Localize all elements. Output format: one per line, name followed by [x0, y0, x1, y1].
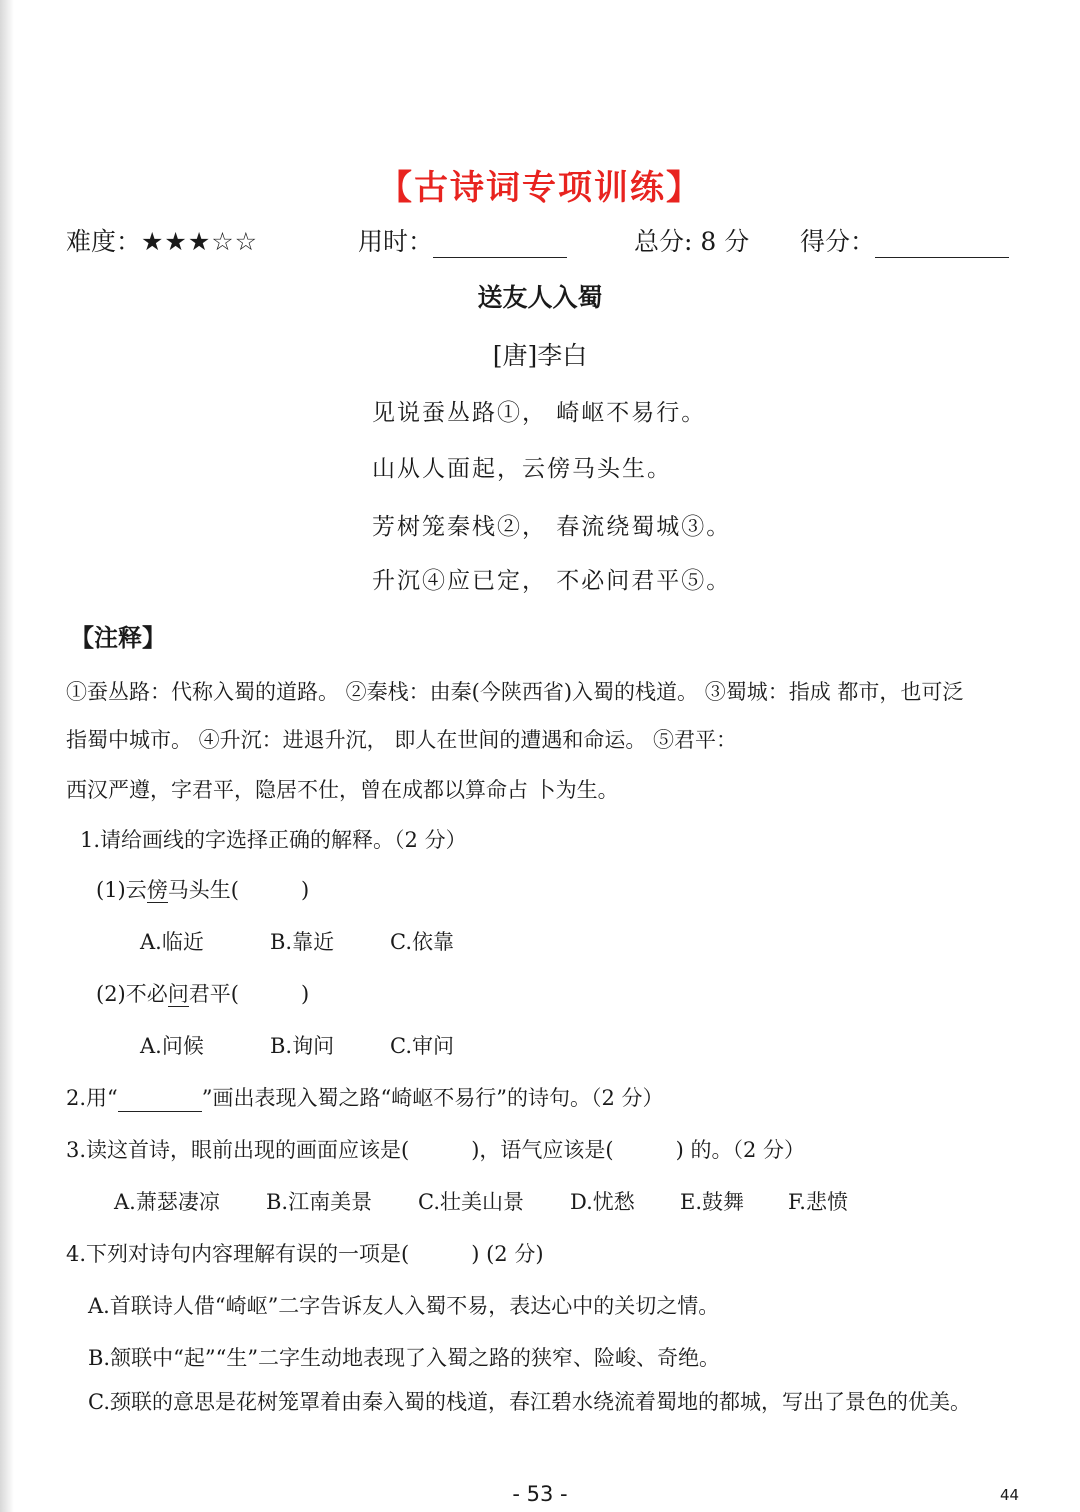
question-3 — [66, 1134, 805, 1164]
option-b: B.颔联中“起”“生”二字生动地表现了入蜀之路的狭窄、险峻、奇绝。 — [88, 1346, 721, 1370]
time-blank[interactable] — [433, 235, 567, 258]
option-a: A.萧瑟凄凉 — [114, 1190, 220, 1214]
question-3-part-2: )，语气应该是( — [471, 1138, 614, 1162]
corner-page-index: 44 — [1000, 1486, 1020, 1504]
note-line: 西汉严遵，字君平，隐居不仕，曾在成都以算命占 卜为生。 — [66, 778, 619, 802]
poem-title: 送友人入蜀 — [477, 283, 603, 312]
question-1-sub-1 — [96, 874, 309, 904]
option-a: A.临近 — [140, 930, 204, 954]
question-3-part-3: ) 的。（2 分） — [675, 1138, 806, 1162]
question-2 — [66, 1082, 664, 1112]
poem-author: [唐]李白 — [492, 341, 588, 370]
option-d: D.忧愁 — [570, 1190, 635, 1214]
question-4-stem — [66, 1238, 544, 1268]
score-row — [800, 222, 1009, 258]
option-e: E.鼓舞 — [680, 1190, 745, 1214]
option-c: C.依靠 — [390, 930, 454, 954]
total-score: 总分: 8 分 — [634, 227, 750, 256]
poem-line: 芳树笼秦栈②， 春流绕蜀城③。 — [372, 514, 732, 540]
sub-1-underlined-char: 傍 — [146, 878, 168, 902]
note-line: ①蚕丛路：代称入蜀的道路。 ②秦栈：由秦(今陕西省)入蜀的栈道。 ③蜀城：指成 都市，也可泛 — [66, 680, 964, 704]
worksheet-title: 【古诗词专项训练】 — [378, 168, 702, 208]
difficulty-row — [66, 222, 258, 258]
time-row — [358, 222, 567, 258]
question-4-stem-part-1: 4.下列对诗句内容理解有误的一项是( — [66, 1242, 410, 1266]
option-c: C.颈联的意思是花树笼罩着由秦入蜀的栈道，春江碧水绕流着蜀地的都城，写出了景色的优美。 — [88, 1390, 971, 1414]
option-b: B.靠近 — [270, 930, 335, 954]
question-1-sub-2 — [96, 978, 309, 1008]
sub-1-prefix: (1)云 — [96, 878, 147, 902]
question-3-part-1: 3.读这首诗，眼前出现的画面应该是( — [66, 1138, 410, 1162]
poem-line: 见说蚕丛路①， 崎岖不易行。 — [372, 400, 707, 426]
question-2-prefix: 2.用“ — [66, 1086, 118, 1110]
sub-2-prefix: (2)不必 — [96, 982, 168, 1006]
page-number: - 53 - — [512, 1482, 568, 1506]
difficulty-label: 难度： — [66, 227, 142, 256]
score-label: 得分： — [800, 227, 876, 256]
page-edge-shadow — [0, 0, 14, 1512]
option-c: C.审问 — [390, 1034, 454, 1058]
note-line: 指蜀中城市。 ④升沉：进退升沉， 即人在世间的遭遇和命运。 ⑤君平： — [66, 728, 738, 752]
sub-2-underlined-char: 问 — [167, 982, 189, 1006]
option-f: F.悲愤 — [788, 1190, 848, 1214]
notes-heading: 【注释】 — [70, 623, 166, 652]
line-style-sample — [118, 1093, 202, 1112]
sub-1-suffix: 马头生( — [167, 878, 239, 902]
option-c: C.壮美山景 — [418, 1190, 524, 1214]
option-a: A.问候 — [140, 1034, 204, 1058]
score-blank[interactable] — [875, 235, 1009, 258]
difficulty-stars: ★★★☆☆ — [141, 227, 259, 256]
poem-line: 山从人面起，云傍马头生。 — [372, 456, 672, 482]
poem-line: 升沉④应已定， 不必问君平⑤。 — [372, 568, 732, 594]
question-1-stem: 1.请给画线的字选择正确的解释。（2 分） — [80, 828, 467, 852]
sub-2-close: ) — [300, 982, 310, 1006]
option-b: B.询问 — [270, 1034, 335, 1058]
time-label: 用时： — [358, 227, 434, 256]
option-a: A.首联诗人借“崎岖”二字告诉友人入蜀不易，表达心中的关切之情。 — [88, 1294, 720, 1318]
option-b: B.江南美景 — [266, 1190, 373, 1214]
question-2-suffix: ”画出表现入蜀之路“崎岖不易行”的诗句。（2 分） — [201, 1086, 664, 1110]
sub-1-close: ) — [300, 878, 310, 902]
question-4-stem-part-2: ) (2 分) — [471, 1242, 544, 1266]
sub-2-suffix: 君平( — [188, 982, 239, 1006]
